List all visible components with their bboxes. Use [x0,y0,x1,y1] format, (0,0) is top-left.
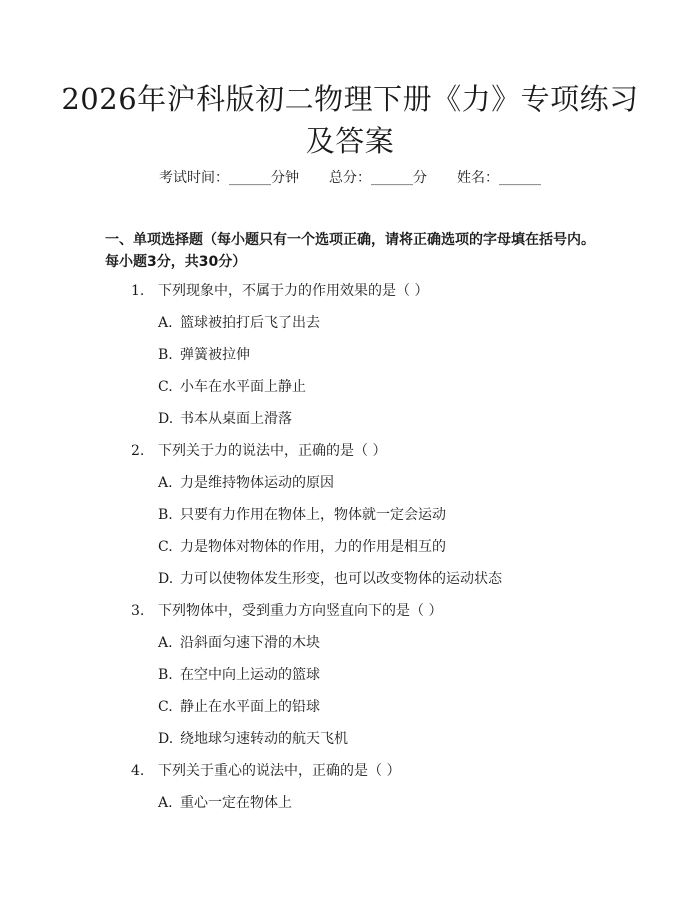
answer-option [0,665,700,697]
option-text: 只要有力作用在物体上，物体就一定会运动 [180,507,446,523]
option-text: 力可以使物体发生形变，也可以改变物体的运动状态 [180,571,502,587]
option-letter: A. [158,795,173,811]
answer-option [0,313,700,345]
name-field: 姓名：______ [457,170,541,186]
question-stem [0,441,700,473]
question-number: 2. [131,443,145,459]
question-text: 下列现象中，不属于力的作用效果的是（ ） [158,283,429,299]
option-letter: B. [158,507,173,523]
option-letter: A. [158,635,173,651]
option-text: 在空中向上运动的篮球 [180,667,320,683]
answer-option [0,569,700,601]
option-letter: B. [158,347,173,363]
answer-option [0,345,700,377]
option-text: 篮球被拍打后飞了出去 [180,315,320,331]
option-text: 力是物体对物体的作用，力的作用是相互的 [180,539,446,555]
option-text: 书本从桌面上滑落 [180,411,292,427]
exam-time-field: 考试时间：______分钟 [159,170,299,186]
option-text: 静止在水平面上的铅球 [180,699,320,715]
option-letter: A. [158,475,173,491]
question-number: 3. [131,603,145,619]
answer-option [0,633,700,665]
question-stem [0,281,700,313]
question-number: 1. [131,283,145,299]
answer-option [0,377,700,409]
document-title: 2026年沪科版初二物理下册《力》专项练习及答案 [61,82,639,158]
option-text: 小车在水平面上静止 [180,379,306,395]
question-stem [0,601,700,633]
answer-option [0,473,700,505]
option-text: 弹簧被拉伸 [180,347,250,363]
answer-option [0,793,700,825]
option-text: 重心一定在物体上 [180,795,292,811]
answer-option [0,409,700,441]
total-score-field: 总分：______分 [329,170,427,186]
question-text: 下列关于力的说法中，正确的是（ ） [158,443,387,459]
option-letter: B. [158,667,173,683]
answer-option [0,505,700,537]
option-text: 绕地球匀速转动的航天飞机 [180,731,348,747]
question-list [0,281,700,825]
option-letter: A. [158,315,173,331]
option-letter: C. [158,699,173,715]
option-letter: C. [158,379,173,395]
option-letter: D. [158,411,174,427]
question-text: 下列关于重心的说法中，正确的是（ ） [158,763,401,779]
question-number: 4. [131,763,145,779]
option-text: 力是维持物体运动的原因 [180,475,334,491]
section-heading: 一、单项选择题（每小题只有一个选项正确，请将正确选项的字母填在括号内。每小题3分，共30分） [105,232,595,270]
question-stem [0,761,700,793]
answer-option [0,729,700,761]
exam-info [0,168,700,188]
answer-option [0,697,700,729]
option-letter: C. [158,539,173,555]
answer-option [0,537,700,569]
question-text: 下列物体中，受到重力方向竖直向下的是（ ） [158,603,443,619]
option-letter: D. [158,731,174,747]
option-letter: D. [158,571,174,587]
option-text: 沿斜面匀速下滑的木块 [180,635,320,651]
